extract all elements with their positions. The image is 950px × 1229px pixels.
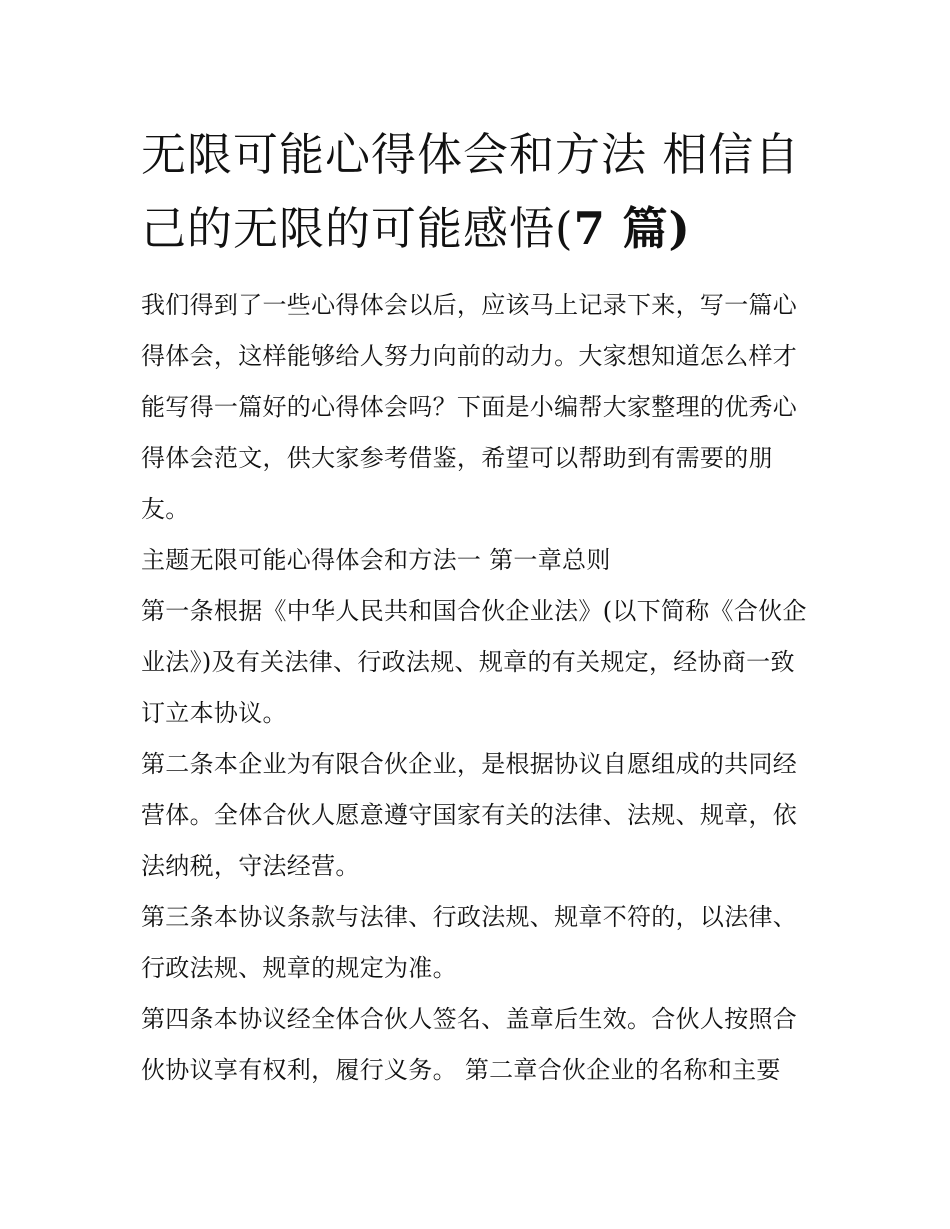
article-2-paragraph: 第二条本企业为有限合伙企业，是根据协议自愿组成的共同经营体。全体合伙人愿意遵守国家有关的法律、法规、规章，依法纳税，守法经营。 [141, 750, 798, 880]
document-title [141, 118, 813, 266]
document-page [141, 118, 813, 1096]
intro-paragraph: 我们得到了一些心得体会以后，应该马上记录下来，写一篇心得体会，这样能够给人努力向前的动力。大家想知道怎么样才能写得一篇好的心得体会吗？下面是小编帮大家整理的优秀心得体会范文，供大家参考借鉴，希望可以帮助到有需要的朋友。 [141, 291, 798, 523]
title-main-text: 无限可能心得体会和方法 相信自己的无限的可能感悟( [141, 128, 801, 255]
title-end-text: 篇) [605, 202, 691, 255]
title-count: 7 [573, 202, 606, 255]
article-4-paragraph: 第四条本协议经全体合伙人签名、盖章后生效。合伙人按照合伙协议享有权利，履行义务。 第二章合伙企业的名称和主要 [141, 1005, 798, 1084]
section-heading: 主题无限可能心得体会和方法一 第一章总则 [141, 546, 611, 574]
article-3-paragraph: 第三条本协议条款与法律、行政法规、规章不符的，以法律、行政法规、规章的规定为准。 [141, 903, 798, 982]
article-1-paragraph: 第一条根据《中华人民共和国合伙企业法》(以下简称《合伙企业法》)及有关法律、行政法规、规章的有关规定，经协商一致订立本协议。 [141, 597, 807, 727]
